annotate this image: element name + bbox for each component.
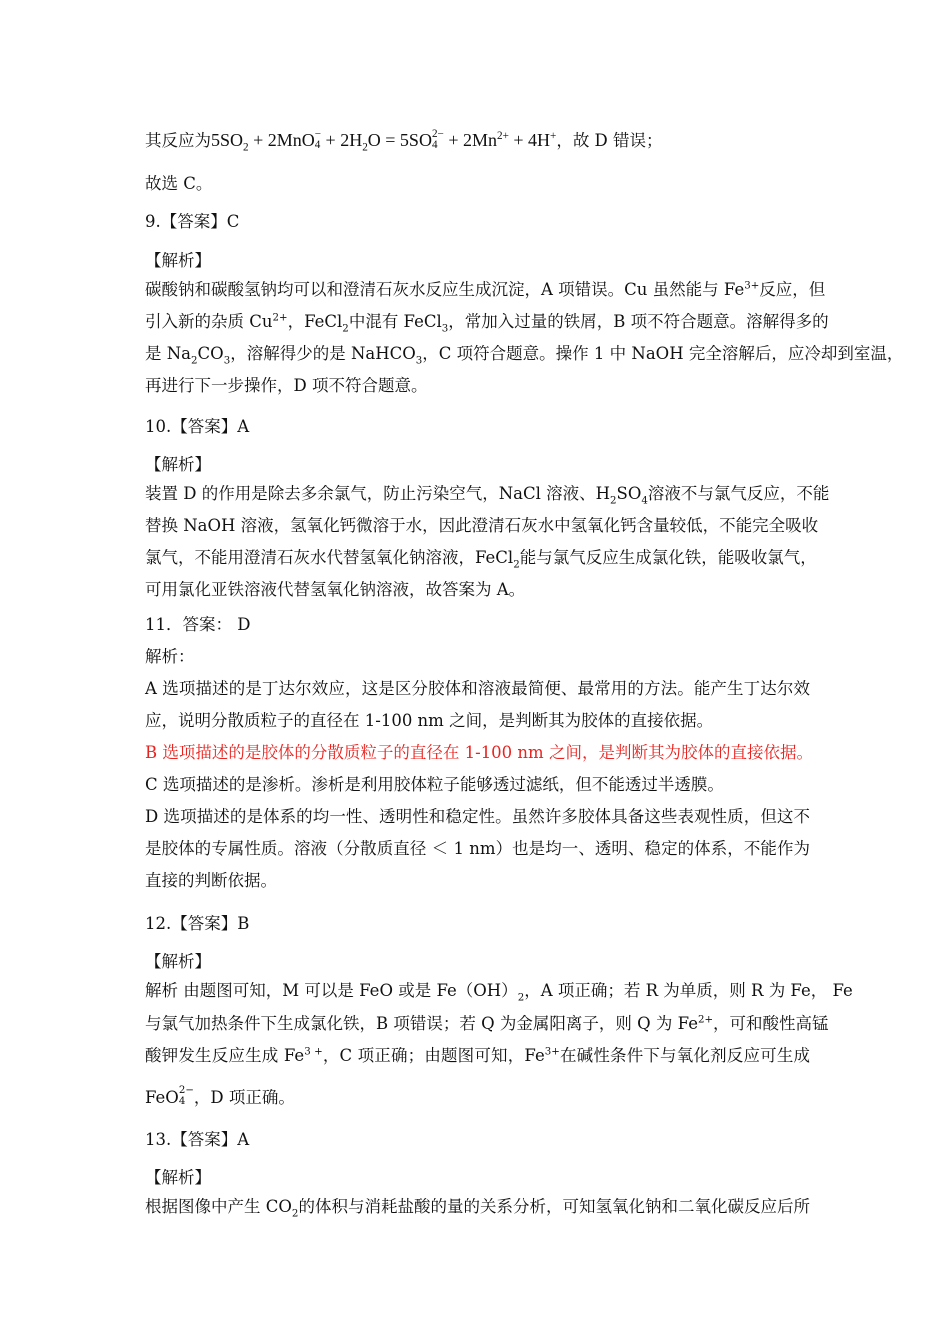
q9-line-4: 再进行下一步操作，D 项不符合题意。 — [145, 376, 428, 395]
q13-analysis-label: 【解析】 — [145, 1168, 211, 1187]
q11-line-6: 是胶体的专属性质。溶液（分散质直径 ＜ 1 nm）也是均一、透明、稳定的体系，不能作为 — [145, 839, 810, 858]
q12-line-1: 解析 由题图可知，M 可以是 FeO 或是 $Fe(OH)_2$，A 项正确；若 R 为单质，则 R 为 Fe， Fe — [145, 981, 853, 1004]
q11-line-7: 直接的判断依据。 — [145, 871, 277, 890]
q10-line-4: 可用氯化亚铁溶液代替氢氧化钠溶液，故答案为 A。 — [145, 580, 526, 599]
q12-line-2: 与氯气加热条件下生成氯化铁，B 项错误；若 Q 为金属阳离子，则 Q 为 $Fe^{2+}$，可和酸性高锰 — [145, 1014, 829, 1033]
equation-line — [145, 129, 810, 153]
q12-line-4: FeO 2− 4 ，D 项正确。 — [145, 1085, 295, 1107]
q10-answer-heading: 10.【答案】A — [145, 417, 250, 436]
q9-answer-heading: 9.【答案】C — [145, 212, 240, 231]
q10-analysis-label: 【解析】 — [145, 455, 211, 474]
q12-answer-heading: 12.【答案】B — [145, 914, 250, 933]
q11-line-5: D 选项描述的是体系的均一性、透明性和稳定性。虽然许多胶体具备这些表观性质，但这不 — [145, 807, 810, 826]
q9-line-1: 碳酸钠和碳酸氢钠均可以和澄清石灰水反应生成沉淀，A 项错误。Cu 虽然能与 $Fe^{3+}$反应，但 — [145, 280, 826, 299]
conclusion-line: 故选 C。 — [145, 174, 213, 193]
redox-equation: $5SO_2 + 2MnO$ − 4 + $2H_2O = 5SO$ 2− 4 + $2Mn^{2+} + 4H^+$ — [211, 127, 557, 154]
q13-answer-heading: 13.【答案】A — [145, 1130, 250, 1149]
q10-line-2: 替换 NaOH 溶液，氢氧化钙微溶于水，因此澄清石灰水中氢氧化钙含量较低，不能完全吸收 — [145, 516, 819, 535]
q9-line-3: 是 $Na_2CO_3$，溶解得少的是 NaHCO$_3$，C 项符合题意。操作 1 中 NaOH 完全溶解后，应冷却到室温， — [145, 344, 904, 367]
text-segment: ，故 D 错误； — [556, 131, 663, 150]
q11-line-2: 应，说明分散质粒子的直径在 1-100 nm 之间，是判断其为胶体的直接依据。 — [145, 711, 714, 730]
q12-analysis-label: 【解析】 — [145, 952, 211, 971]
q9-analysis-label: 【解析】 — [145, 251, 211, 270]
q10-line-1: 装置 D 的作用是除去多余氯气，防止污染空气，NaCl 溶液、$H_2SO_4$溶液不与氯气反应，不能 — [145, 484, 830, 507]
q12-line-3: 酸钾发生反应生成 $Fe^{3 +}$，C 项正确；由题图可知，$Fe^{3+}$在碱性条件下与氧化剂反应可生成 — [145, 1046, 811, 1065]
q11-line-4: C 选项描述的是渗析。渗析是利用胶体粒子能够透过滤纸，但不能透过半透膜。 — [145, 775, 724, 794]
q11-answer-heading: 11．答案： D — [145, 615, 251, 634]
q11-line-3-highlight: B 选项描述的是胶体的分散质粒子的直径在 1-100 nm 之间，是判断其为胶体的直接依据。 — [145, 743, 813, 762]
text-segment: 其反应为 — [145, 131, 211, 150]
q11-line-1: A 选项描述的是丁达尔效应，这是区分胶体和溶液最简便、最常用的方法。能产生丁达尔效 — [145, 679, 810, 698]
q9-line-2: 引入新的杂质 $Cu^{2+}$，FeCl$_2$中混有 FeCl$_3$，常加入过量的铁屑，B 项不符合题意。溶解得多的 — [145, 312, 829, 335]
q10-line-3: 氯气，不能用澄清石灰水代替氢氧化钠溶液，FeCl$_2$能与氯气反应生成氯化铁，能吸收氯气， — [145, 548, 817, 571]
q11-analysis-label: 解析： — [145, 647, 195, 666]
q13-line-1: 根据图像中产生 $CO_2$的体积与消耗盐酸的量的关系分析，可知氢氧化钠和二氧化碳反应后所 — [145, 1197, 810, 1220]
